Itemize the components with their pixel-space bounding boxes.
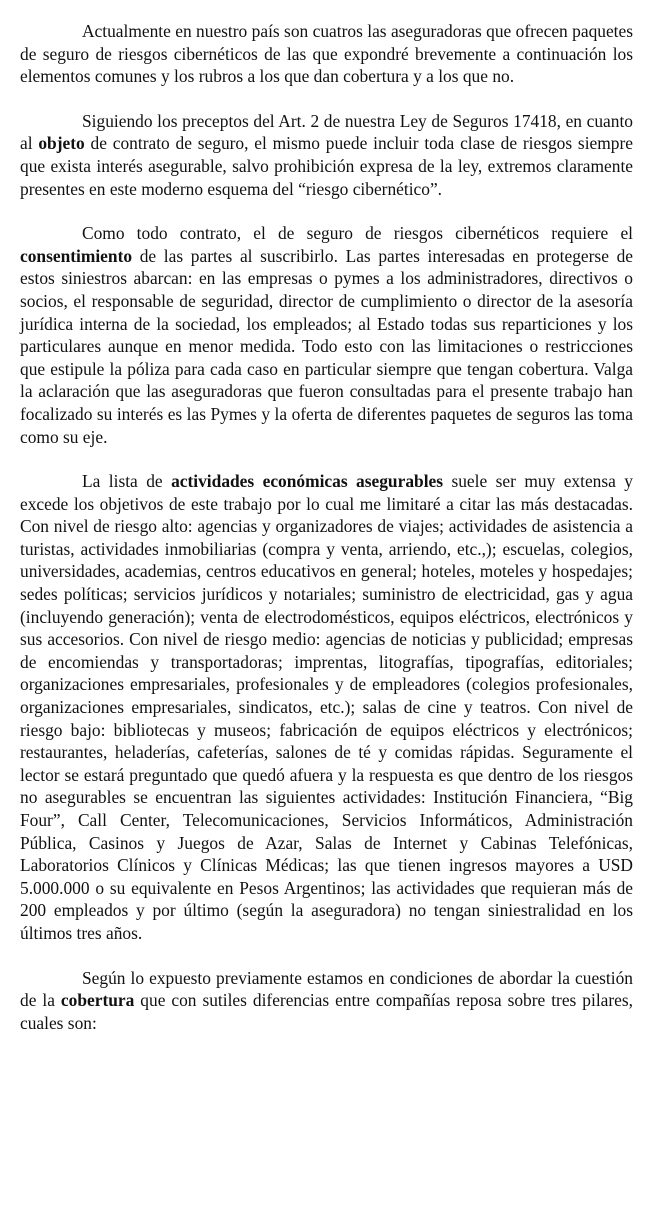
paragraph-text: Como todo contrato, el de seguro de riesgos cibernéticos requiere el: [82, 223, 633, 244]
bold-term-actividades: actividades económicas asegurables: [171, 471, 444, 492]
bold-term-objeto: objeto: [38, 133, 85, 154]
paragraph-text: La lista de: [82, 471, 172, 492]
paragraph-text: de contrato de seguro, el mismo puede incluir toda clase de riesgos siempre que exista interés asegurable, salvo prohibición expresa de la ley, extremos claramente presentes en este moderno esquema del “riesgo cibernético”.: [20, 133, 633, 199]
paragraph-text: de las partes al suscribirlo. Las partes interesadas en protegerse de estos siniestros abarcan: en las empresas o pymes a los administradores, directivos o socios, el responsable de seguridad, director de cumplimiento o director de la asesoría jurídica interna de la sociedad, los empleados; al Estado todas sus reparticiones y los particulares aunque en menor medida. Todo esto con las limitaciones o restricciones que estipule la póliza para cada caso en particular siempre que tengan cobertura. Valga la aclaración que las aseguradoras que fueron consultadas para el presente trabajo han focalizado su interés es las Pymes y la oferta de diferentes paquetes de seguros las toma como su eje.: [20, 245, 633, 447]
document-page: [20, 20, 633, 1056]
paragraph-text: Siguiendo los preceptos del Art. 2 de nuestra Ley de Seguros 17418, en cuanto al: [20, 110, 633, 154]
paragraph-text: suele ser muy extensa y excede los objetivos de este trabajo por lo cual me limitaré a citar las más destacadas. Con nivel de riesgo alto: agencias y organizadores de viajes; actividades de asistencia a turistas, actividades inmobiliarias (compra y venta, arriendo, etc.,); escuelas, colegios, universidades, academias, centros educativos en general; hoteles, moteles y hospedajes; sedes políticas; servicios jurídicos y notariales; suministro de electricidad, gas y agua (incluyendo generación); venta de electrodomésticos, equipos eléctricos, electrónicos y sus accesorios. Con nivel de riesgo medio: agencias de noticias y publicidad; empresas de encomiendas y transportadoras; imprentas, litografías, tipografías, editoriales; organizaciones empresariales, profesionales y de empleadores (colegios profesionales, organizaciones empresariales, sindicatos, etc.); salas de cine y teatros. Con nivel de riesgo bajo: bibliotecas y museos; fabricación de equipos eléctricos y electrónicos; restaurantes, heladerías, cafeterías, salones de té y comidas rápidas. Seguramente el lector se estará preguntado que quedó afuera y la respuesta es que dentro de los riesgos no asegurables se encuentran las siguientes actividades: Institución Financiera, “Big Four”, Call Center, Telecomunicaciones, Servicios Informáticos, Administración Pública, Casinos y Juegos de Azar, Salas de Internet y Cabinas Telefónicas, Laboratorios Clínicos y Clínicas Médicas; las que tienen ingresos mayores a USD 5.000.000 o su equivalente en Pesos Argentinos; las actividades que requieran más de 200 empleados y por último (según la aseguradora) no tengan siniestralidad en los últimos tres años.: [20, 471, 633, 943]
paragraph-text: que con sutiles diferencias entre compañías reposa sobre tres pilares, cuales son:: [20, 990, 633, 1033]
paragraph-5: [20, 967, 633, 1035]
bold-term-cobertura: cobertura: [60, 990, 135, 1011]
paragraph-text: Actualmente en nuestro país son cuatros las aseguradoras que ofrecen paquetes de seguro de riesgos cibernéticos de las que expondré brevemente a continuación los elementos comunes y los rubros a los que dan cobertura y a los que no.: [20, 21, 633, 87]
paragraph-1: [20, 20, 633, 88]
bold-term-consentimiento: consentimiento: [20, 245, 133, 266]
paragraph-text: Según lo expuesto previamente estamos en condiciones de abordar la cuestión de la: [20, 967, 633, 1011]
paragraph-2: [20, 110, 633, 200]
paragraph-4: [20, 470, 633, 944]
paragraph-3: [20, 222, 633, 448]
